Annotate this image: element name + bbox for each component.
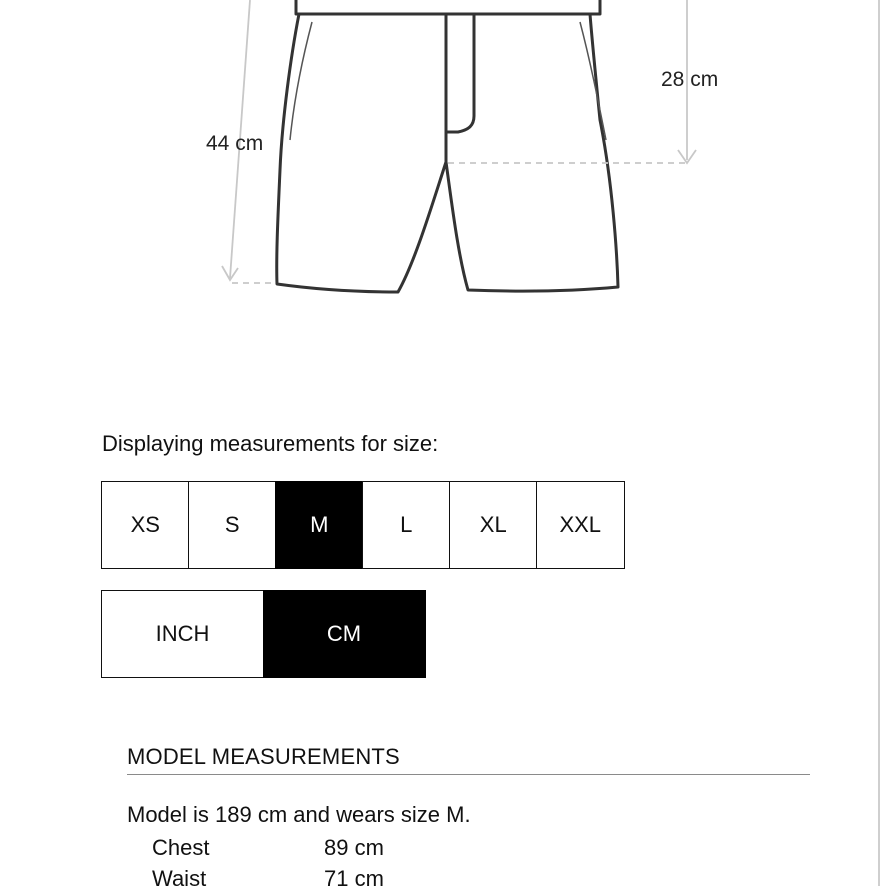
length-dimension-label: 44 cm: [206, 132, 264, 155]
unit-option-cm[interactable]: CM: [263, 590, 426, 678]
size-option-m[interactable]: M: [275, 481, 364, 569]
size-selector: [101, 481, 625, 569]
unit-option-inch[interactable]: INCH: [101, 590, 264, 678]
measurement-row-waist: [152, 866, 384, 892]
size-option-s[interactable]: S: [188, 481, 277, 569]
shorts-outline: [277, 0, 618, 292]
size-prompt: Displaying measurements for size:: [102, 431, 439, 456]
section-divider: [127, 774, 810, 775]
measurement-name: Waist: [152, 866, 207, 891]
size-option-xxl[interactable]: XXL: [536, 481, 625, 569]
model-description: Model is 189 cm and wears size M.: [127, 802, 471, 827]
measurement-row-chest: [152, 835, 384, 861]
model-measurements-title: MODEL MEASUREMENTS: [127, 744, 400, 769]
size-option-l[interactable]: L: [362, 481, 451, 569]
measurement-value: 71 cm: [324, 866, 384, 891]
unit-selector: [101, 590, 426, 678]
measurement-name: Chest: [152, 835, 210, 860]
rise-dimension-label: 28 cm: [661, 68, 719, 91]
size-option-xs[interactable]: XS: [101, 481, 190, 569]
shorts-diagram: [0, 0, 886, 310]
size-option-xl[interactable]: XL: [449, 481, 538, 569]
measurement-value: 89 cm: [324, 835, 384, 860]
